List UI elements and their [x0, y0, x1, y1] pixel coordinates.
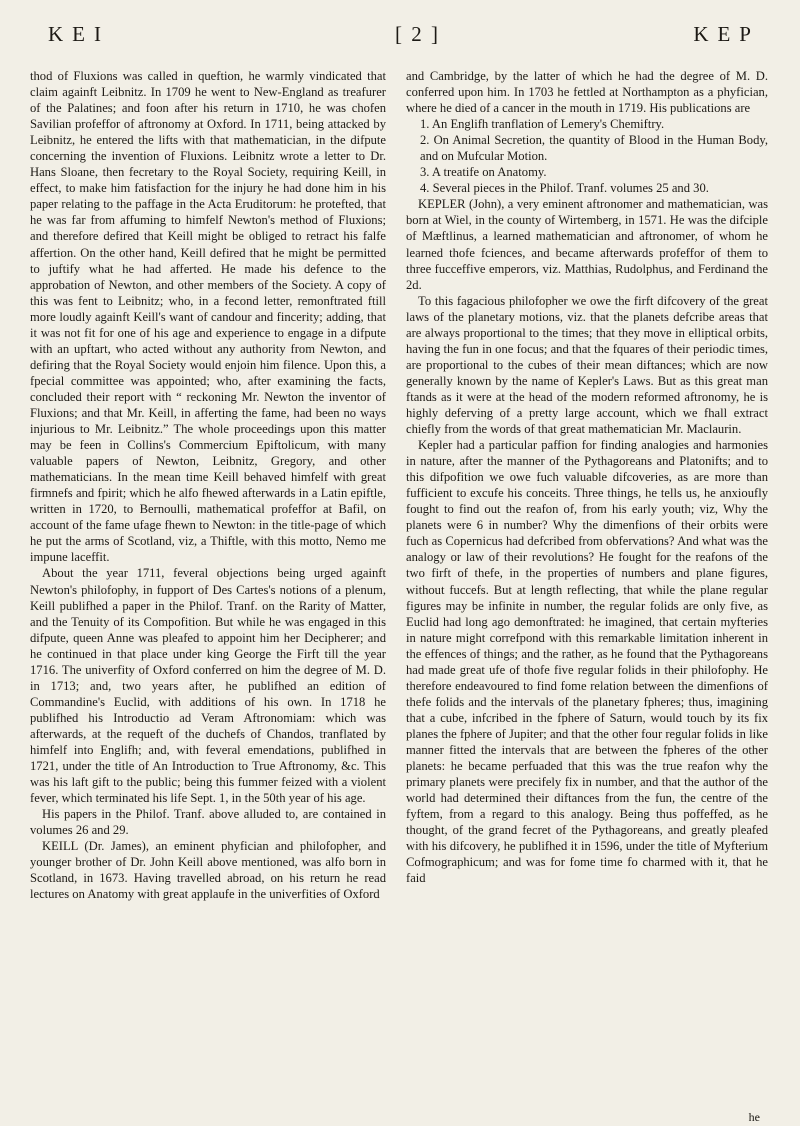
paragraph: KEPLER (John), a very eminent aftronomer and mathematician, was born at Wiel, in the county of Wirtemberg, in 1571. He was the difciple of Mæftlinus, a learned mathematician and aftronomer, of whom he learned thofe fciences, and became afterwards profeffor of them to three fucceffive emperors, viz. Matthias, Rudolphus, and Ferdinand the 2d.: [406, 197, 768, 292]
running-header: [40, 22, 760, 52]
list-item: 3. A treatife on Anatomy.: [420, 165, 547, 180]
header-right: KEP: [693, 22, 760, 46]
left-column: [30, 68, 386, 1118]
catchword: he: [748, 1110, 760, 1124]
paragraph: thod of Fluxions was called in queftion, he warmly vindicated that claim againft Leibnitz. In 1709 he went to New-England as treafurer of the Palatines; and foon after his return in 1710, he was chofen Savilian profeffor of aftronomy at Oxford. In 1711, being attacked by Leibnitz, he entered the lifts with that mathematician, in the difpute concerning the invention of Fluxions. Leibnitz wrote a letter to Dr. Hans Sloane, then fecretary to the Royal Society, requiring Keill, in effect, to make him fatisfaction for the injury he had done him in his paper relating to the paffage in the Acta Eruditorum: he protefted, that he was far from affuming to himfelf Newton's method of Fluxions; and therefore defired that Keill might be obliged to retract his falfe affertion. On the other hand, Keill defired that he might be permitted to juftify what he had afferted. He made his defence to the approbation of Newton, and other members of the Society. A copy of this was fent to Leibnitz; who, in a fecond letter, remonftrated ftill more loudly againft Keill's want of candour and fincerity; adding, that it was not fit for one of his age and experience to engage in a difpute with an upftart, who acted without any authority from Newton, and defiring that the Royal Society would enjoin him filence. Upon this, a fpecial committee was appointed; who, after examining the facts, concluded their report with “ reckoning Mr. Newton the inventor of Fluxions; and that Mr. Keill, in afferting the fame, had been no ways injurious to Mr. Leibnitz.” The whole proceedings upon this matter may be feen in Collins's Commercium Epiftolicum, with many valuable papers of Newton, Leibnitz, Gregory, and other mathematicians. In the mean time Keill behaved himfelf with great firmnefs and fpirit; which he alfo fhewed afterwards in a Latin epiftle, written in 1720, to Bernoulli, mathematical profeffor at Bafil, on account of the fame ufage fhewn to Newton: in the title-page of which he put the arms of Scotland, viz, a Thiftle, with this motto, Nemo me impune laceffit.: [30, 69, 386, 565]
paragraph: His papers in the Philof. Tranf. above alluded to, are contained in volumes 26 and 29.: [30, 807, 386, 838]
paragraph: To this fagacious philofopher we owe the firft difcovery of the great laws of the planetary motions, viz. that the planets defcribe areas that are always proportional to the times; that they move in elliptical orbits, having the fun in one focus; and that the fquares of their periodic times, are proportional to the cubes of their mean diftances; which are now generally known by the name of Kepler's Laws. But as this great man ftands as it were at the head of the modern reformed aftronomy, he is highly deferving of a pretty large account, which we fhall extract chiefly from the words of that great mathematician Mr. Maclaurin.: [406, 293, 768, 437]
paragraph: and Cambridge, by the latter of which he had the degree of M. D. conferred upon him. In 1703 he fettled at Northampton as a phyfician, where he died of a cancer in the mouth in 1719. His publications are: [406, 69, 768, 116]
page-number: [ 2 ]: [395, 22, 440, 46]
paragraph: KEILL (Dr. James), an eminent phyfician and philofopher, and younger brother of Dr. John Keill above mentioned, was alfo born in Scotland, in 1673. Having travelled abroad, on his return he read lectures on Anatomy with great applaufe in the univerfities of Oxford: [30, 839, 386, 902]
list-item: 2. On Animal Secretion, the quantity of Blood in the Human Body, and on Mufcular Motion.: [420, 133, 768, 164]
paragraph: About the year 1711, feveral objections being urged againft Newton's philofophy, in fupport of Des Cartes's notions of a plenum, Keill publifhed a paper in the Philof. Tranf. on the Rarity of Matter, and the Tenuity of its Compofition. But while he was engaged in this difpute, queen Anne was pleafed to appoint him her Decipherer; and he continued in that place under king George the Firft till the year 1716. The univerfity of Oxford conferred on him the degree of M. D. in 1713; and, two years after, he publifhed an edition of Commandine's Euclid, with additions of his own. In 1718 he publifhed his Introductio ad Veram Aftronomiam: which was afterwards, at the requeft of the duchefs of Chandos, tranflated by himfelf into Englifh; and, with feveral emendations, publifhed in 1721, under the title of An Introduction to True Aftronomy, &c. This was his laft gift to the public; being this fummer feized with a violent fever, which terminated his life Sept. 1, in the 50th year of his age.: [30, 566, 386, 806]
list-item: 1. An Englifh tranflation of Lemery's Chemiftry.: [420, 117, 665, 132]
right-column: [406, 68, 768, 1118]
list-item: 4. Several pieces in the Philof. Tranf. volumes 25 and 30.: [420, 181, 709, 196]
publications-list: [406, 116, 768, 196]
header-left: KEI: [48, 22, 110, 46]
paragraph: Kepler had a particular paffion for finding analogies and harmonies in nature, after the manner of the Pythagoreans and Platonifts; and to this difpofition we owe fuch valuable difcoveries, as are more than fufficient to excufe his conceits. Three things, he tells us, he anxioufly fought to find out the reafon of, from his early youth; viz, Why the planets were 6 in number? Why the dimenfions of their orbits were fuch as Copernicus had defcribed from obfervations? And what was the analogy or law of their revolutions? He fought for the reafons of the two firft of thefe, in the properties of numbers and plane figures, without fuccefs. But at length reflecting, that while the plane regular figures may be infinite in number, the regular folids are only five, as Euclid had long ago demonftrated: he imagined, that certain myfteries in nature might correfpond with this remarkable limitation inherent in the effences of things; and the rather, as he found that the Pythagoreans had made great ufe of thofe five regular folids in their philofophy. He therefore endeavoured to find fome relation between the dimenfions of thefe folids and the intervals of the planetary fpheres; thus, imagining that a cube, infcribed in the fphere of Saturn, would touch by its fix planes the fphere of Jupiter; and that the other four regular folids in like manner fitted the intervals that are between the fpheres of the other planets: he became perfuaded that this was the true reafon why the primary planets were precifely fix in number, and that the author of the world had determined their diftances from the fun, the centre of the fyftem, from a regard to this analogy. Being thus poffeffed, as he thought, of the grand fecret of the Pythagoreans, and greatly pleafed with his difcovery, he publifhed it in 1596, under the title of Myfterium Cofmographicum; and was for fome time fo charmed with it, that he faid: [406, 438, 768, 886]
